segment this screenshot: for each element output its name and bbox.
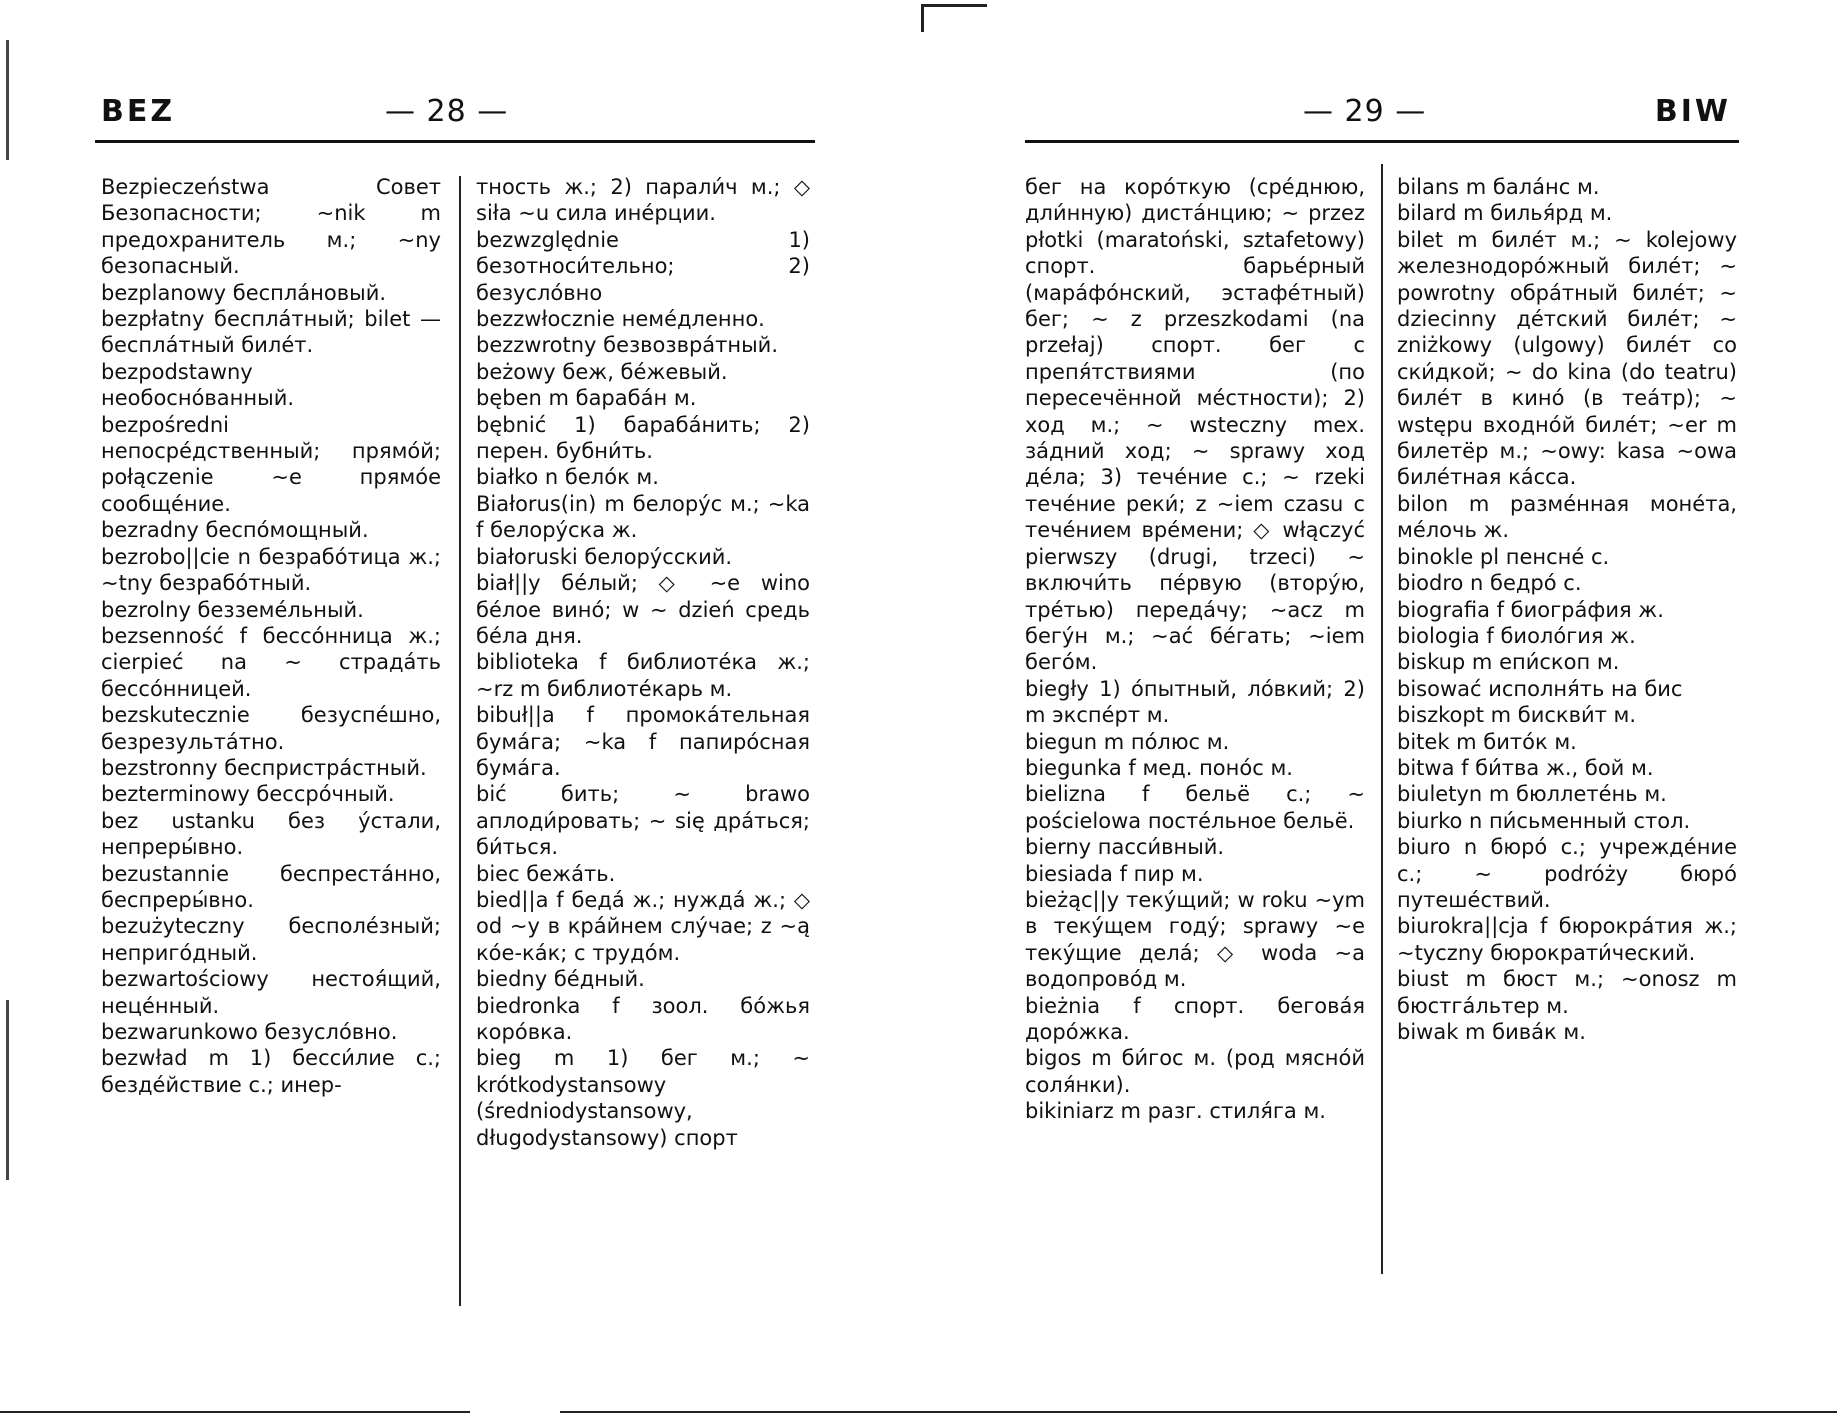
dictionary-entry: beżowy беж, бе́жевый. xyxy=(476,359,728,384)
dictionary-entry: biesiada f пир м. xyxy=(1025,861,1204,886)
dictionary-entry: bezsenność f бессо́нница ж.; cierpieć na ∼ страда́ть бессо́нницей. xyxy=(101,623,441,701)
dictionary-entry: bezpodstawny необосно́ванный. xyxy=(101,359,295,411)
dictionary-entry: bisować исполня́ть на бис xyxy=(1397,676,1683,701)
dictionary-entry: biurokra||cja f бюрокра́тия ж.; ∼tyczny бюрократи́ческий. xyxy=(1397,914,1737,965)
dictionary-entry: biurko n пи́сьменный стол. xyxy=(1397,808,1691,833)
dictionary-entry: Białorus(in) m белору́с м.; ∼ka f белору́ска ж. xyxy=(476,491,810,543)
running-head xyxy=(95,88,815,138)
dictionary-entry: bilet m биле́т м.; ∼ kolejowy железнодоро́жный биле́т; ∼ powrotny обра́тный биле́т; ∼ dziecinny де́тский биле́т; ∼ zniżkowy (ulgowy) биле́т со ски́дкой; ∼ do kina (do teatru) биле́т в кино́ (в теа́тр); ∼ wstępu входно́й биле́т; ∼er m билетёр м.; ∼owy: kasa ∼owa биле́тная ка́сса. xyxy=(1397,227,1737,490)
dictionary-entry: binokle pl пенсне́ с. xyxy=(1397,544,1610,569)
dictionary-entry: bezwartościowy нестоя́щий, неце́нный. xyxy=(101,967,441,1018)
dictionary-entry: bieżnia f спорт. бегова́я доро́жка. xyxy=(1025,993,1365,1044)
dictionary-entry: biec бежа́ть. xyxy=(476,861,616,886)
dictionary-entry: biał||y бе́лый; ◇ ∼e wino бе́лое вино́; w ∼ dzień средь бе́ла дня. xyxy=(476,571,810,648)
page-number: — 29 — xyxy=(1303,94,1427,129)
dictionary-entry: bezpłatny беспла́тный; bilet — беспла́тный биле́т. xyxy=(101,307,441,358)
dictionary-column-1 xyxy=(1025,174,1365,1125)
dictionary-entry: bilard m билья́рд м. xyxy=(1397,201,1613,226)
guide-word: BEZ xyxy=(101,94,176,129)
guide-word: BIW xyxy=(1654,94,1731,129)
dictionary-entry: biegły 1) о́пытный, ло́вкий; 2) m экспе́рт м. xyxy=(1025,676,1365,728)
dictionary-entry: bezwład m 1) бесси́лие с.; безде́йствие с.; инер- xyxy=(101,1046,441,1097)
dictionary-entry: biodro n бедро́ с. xyxy=(1397,571,1582,596)
dictionary-entry: bigos m би́гос м. (род мясно́й соля́нки). xyxy=(1025,1046,1365,1097)
dictionary-entry: biedny бе́дный. xyxy=(476,967,645,992)
dictionary-entry: bezrolny безземе́льный. xyxy=(101,597,364,622)
dictionary-entry: bęben m бараба́н м. xyxy=(476,386,697,411)
dictionary-entry: bitwa f би́тва ж., бой м. xyxy=(1397,755,1654,780)
dictionary-entry: biegunka f мед. поно́с м. xyxy=(1025,755,1293,780)
left-page xyxy=(95,0,815,1424)
header-rule xyxy=(1025,140,1739,143)
dictionary-entry: bezterminowy бессро́чный. xyxy=(101,782,395,807)
scan-edge-mark xyxy=(6,40,9,160)
dictionary-entry: biografia f биогра́фия ж. xyxy=(1397,597,1664,622)
dictionary-entry: biszkopt m бискви́т м. xyxy=(1397,703,1637,728)
dictionary-entry: białoruski белору́сский. xyxy=(476,544,733,569)
dictionary-entry: bezustannie беспреста́нно, беспреры́вно. xyxy=(101,861,441,912)
dictionary-entry: bierny пасси́вный. xyxy=(1025,835,1225,860)
dictionary-entry: bezskutecznie безуспе́шно, безрезульта́тно. xyxy=(101,703,441,754)
dictionary-entry: bezrobo||cie n безрабо́тица ж.; ∼tny безрабо́тный. xyxy=(101,544,441,596)
dictionary-entry: bied||a f беда́ ж.; нужда́ ж.; ◇ od ∼y в кра́йнем слу́чае; z ∼ą ко́е-ка́к; с трудо́м. xyxy=(476,887,810,965)
dictionary-entry: тность ж.; 2) парали́ч м.; ◇ siła ∼u сила ине́рции. xyxy=(476,175,810,226)
dictionary-entry: biedronka f зоол. бо́жья коро́вка. xyxy=(476,993,810,1044)
dictionary-entry: bilon m разме́нная моне́та, ме́лочь ж. xyxy=(1397,491,1737,543)
dictionary-entry: bezpośredni непосре́дственный; прямо́й; połączenie ∼e прямо́е сообще́ние. xyxy=(101,412,441,516)
binding-mark xyxy=(921,4,924,32)
dictionary-entry: biust m бюст м.; ∼onosz m бюстга́льтер м. xyxy=(1397,967,1737,1018)
dictionary-entry: bezwzględnie 1) безотноси́тельно; 2) безусло́вно xyxy=(476,227,810,305)
column-divider xyxy=(1381,164,1383,1274)
dictionary-entry: biegun m по́люс м. xyxy=(1025,729,1230,754)
running-head xyxy=(1025,88,1739,138)
dictionary-entry: biblioteka f библиоте́ка ж.; ∼rz m библиоте́карь м. xyxy=(476,650,810,701)
dictionary-entry: bieżąc||y теку́щий; w roku ∼ym в теку́щем году́; sprawy ∼e теку́щие дела́; ◇ woda ∼a водопрово́д м. xyxy=(1025,887,1365,992)
dictionary-entry: biuro n бюро́ с.; учрежде́ние с.; ∼ podróży бюро́ путеше́ствий. xyxy=(1397,835,1737,912)
dictionary-entry: bezwarunkowo безусло́вно. xyxy=(101,1020,398,1044)
dictionary-entry: bezużyteczny бесполе́зный; неприго́дный. xyxy=(101,914,441,965)
dictionary-entry: bibuł||a f промока́тельная бума́га; ∼ka f папиро́сная бума́га. xyxy=(476,703,810,780)
scan-edge-mark xyxy=(6,1000,9,1180)
dictionary-entry: biwak m бива́к м. xyxy=(1397,1020,1586,1044)
binding-mark xyxy=(921,4,987,13)
dictionary-entry: biskup m епи́скоп м. xyxy=(1397,650,1620,675)
dictionary-entry: bilans m бала́нс м. xyxy=(1397,175,1600,199)
column-divider xyxy=(459,176,461,1306)
dictionary-entry: biuletyn m бюллете́нь м. xyxy=(1397,782,1667,807)
dictionary-entry: bitek m бито́к м. xyxy=(1397,729,1577,754)
header-rule xyxy=(95,140,815,143)
dictionary-entry: białko n бело́к м. xyxy=(476,465,659,490)
dictionary-entry: bieg m 1) бег м.; ∼ krótkodystansowy (średniodystansowy, długodystansowy) спорт xyxy=(476,1046,810,1150)
dictionary-entry: бег на коро́ткую (сре́днюю, дли́нную) диста́нцию; ∼ przez płotki (maratoński, sztafetowy) спорт. барье́рный (мара́фо́нский, эстафе́тный) бег; ∼ z przeszkodami (na przełaj) спорт. бег с препя́тствиями (по пересечённой ме́стности); 2) ход м.; ∼ wsteczny mex. за́дний ход; ∼ sprawy ход де́ла; 3) тече́ние с.; ∼ rzeki тече́ние реки́; z ∼iem czasu с тече́нием вре́мени; ◇ włączyć pierwszy (drugi, trzeci) ∼ включи́ть пе́рвую (втору́ю, тре́тью) переда́чу; ∼acz m бегу́н м.; ∼ać бе́гать; ∼iem бего́м. xyxy=(1025,175,1365,675)
right-page xyxy=(1025,0,1739,1424)
dictionary-entry: bębnić 1) бараба́нить; 2) перен. бубни́ть. xyxy=(476,412,810,464)
dictionary-column-2 xyxy=(476,174,810,1151)
dictionary-entry: Bezpieczeństwa Совет Безопасности; ∼nik m предохранитель м.; ∼ny безопасный. xyxy=(101,175,441,279)
dictionary-entry: bielizna f бельё с.; ∼ pościelowa посте́льное бельё. xyxy=(1025,782,1365,833)
dictionary-entry: bezzwrotny безвозвра́тный. xyxy=(476,333,779,358)
dictionary-entry: biologia f биоло́гия ж. xyxy=(1397,623,1636,648)
dictionary-entry: bezplanowy беспла́новый. xyxy=(101,280,387,305)
dictionary-entry: bezstronny беспристра́стный. xyxy=(101,755,427,780)
dictionary-entry: bikiniarz m разг. стиля́га м. xyxy=(1025,1099,1326,1124)
scan-bottom-edge xyxy=(560,1411,1837,1413)
dictionary-entry: bić бить; ∼ brawo аплоди́ровать; ∼ się дра́ться; би́ться. xyxy=(476,782,810,860)
dictionary-column-2 xyxy=(1397,174,1737,1045)
scan-bottom-edge xyxy=(0,1411,470,1413)
page-number: — 28 — xyxy=(385,94,509,129)
dictionary-column-1 xyxy=(101,174,441,1098)
dictionary-entry: bezzwłocznie неме́дленно. xyxy=(476,307,765,332)
dictionary-entry: bezradny беспо́мощный. xyxy=(101,518,369,543)
dictionary-entry: bez ustanku без у́стали, непреры́вно. xyxy=(101,808,441,860)
